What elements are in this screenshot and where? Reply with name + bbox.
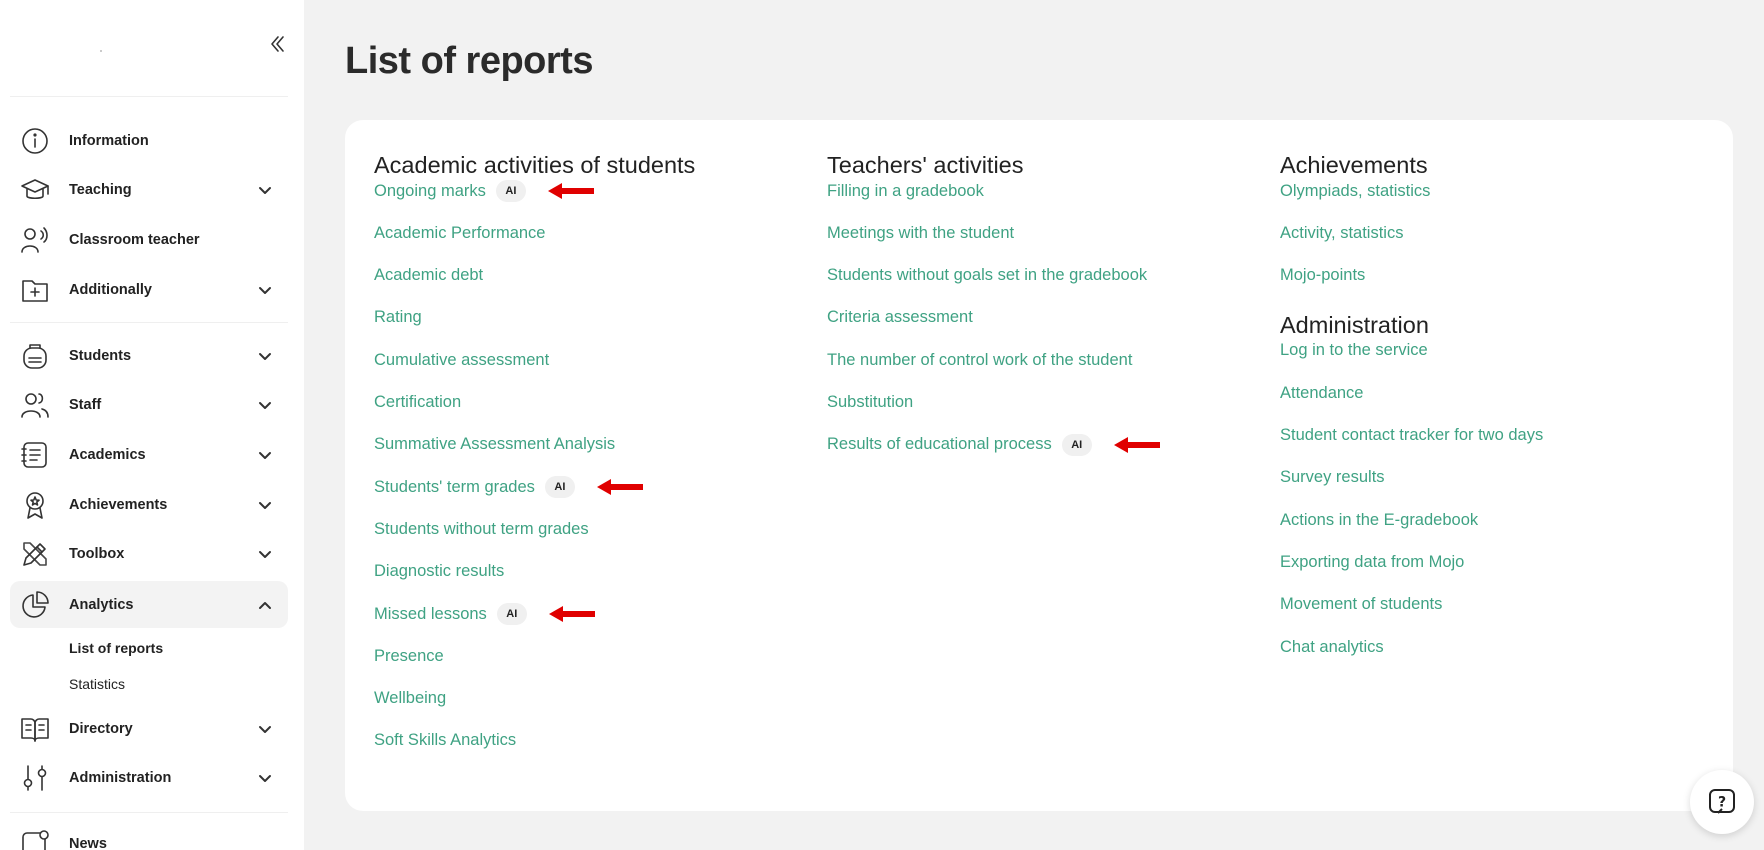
sidebar-item-label: Classroom teacher: [69, 231, 200, 248]
report-link[interactable]: [374, 730, 516, 752]
red-arrow-icon: [548, 183, 594, 199]
report-link-label: Actions in the E-gradebook: [1280, 510, 1479, 529]
sidebar-item-label: Analytics: [69, 596, 134, 613]
report-link[interactable]: [374, 180, 594, 202]
sidebar-item-students[interactable]: [10, 332, 288, 379]
report-link[interactable]: [1280, 467, 1385, 489]
sidebar-item-additionally[interactable]: [10, 266, 288, 313]
ai-badge: AI: [497, 603, 527, 625]
chevron-down-icon: [256, 769, 274, 787]
sidebar-item-toolbox[interactable]: [10, 530, 288, 577]
report-link-label: Results of educational process: [827, 435, 1052, 454]
sidebar-item-label: Achievements: [69, 496, 168, 513]
sidebar-item-academics[interactable]: [10, 431, 288, 478]
section-title: Administration: [1280, 311, 1429, 338]
report-link[interactable]: [1280, 594, 1442, 616]
report-link[interactable]: [827, 392, 913, 414]
report-link[interactable]: [1280, 222, 1403, 244]
report-link-label: Certification: [374, 393, 462, 411]
sliders-icon: [20, 763, 50, 793]
report-link[interactable]: [374, 307, 422, 329]
logo: [100, 50, 102, 52]
report-link-label: Diagnostic results: [374, 562, 505, 581]
sidebar-item-staff[interactable]: [10, 381, 288, 428]
sidebar-item-administration[interactable]: [10, 754, 288, 801]
folder-plus-icon: [20, 275, 50, 305]
sidebar-item-label: Information: [69, 132, 149, 149]
notebook-icon: [20, 440, 50, 470]
report-link[interactable]: [827, 180, 984, 202]
graduation-cap-icon: [20, 175, 50, 205]
ai-badge: AI: [1062, 434, 1092, 456]
svg-text:?: ?: [1717, 794, 1727, 811]
report-link-label: Log in to the service: [1280, 341, 1428, 360]
sidebar-item-directory[interactable]: [10, 705, 288, 752]
sidebar-item-teaching[interactable]: [10, 166, 288, 213]
report-link-label: Criteria assessment: [827, 308, 973, 327]
report-link-label: Students without term grades: [374, 519, 589, 538]
report-link[interactable]: [1280, 382, 1363, 404]
report-link-label: Cumulative assessment: [374, 350, 550, 369]
section-title: Academic activities of students: [374, 152, 696, 178]
sidebar-item-label: Directory: [69, 720, 133, 737]
sidebar: [0, 0, 304, 850]
help-icon: [1707, 787, 1737, 817]
chevron-down-icon: [256, 720, 274, 738]
report-link-label: Filling in a gradebook: [827, 181, 984, 200]
report-link[interactable]: [374, 518, 589, 540]
report-link[interactable]: [374, 688, 446, 710]
ai-badge: AI: [545, 476, 575, 498]
section-title: Teachers' activities: [827, 152, 1024, 178]
sidebar-item-label: News: [69, 835, 107, 850]
reports-card: [345, 120, 1733, 811]
sidebar-item-label: Students: [69, 347, 132, 364]
report-link[interactable]: [827, 307, 973, 329]
report-link-label: Students without goals set in the gradebook: [827, 266, 1148, 285]
pie-chart-icon: [20, 590, 50, 620]
chevron-down-icon: [256, 396, 274, 414]
report-link-label: Movement of students: [1280, 595, 1443, 614]
section-title: Achievements: [1280, 152, 1428, 178]
red-arrow-icon: [549, 606, 595, 622]
sidebar-item-classroom-teacher[interactable]: [10, 216, 288, 263]
help-button[interactable]: [1690, 770, 1754, 834]
report-link[interactable]: [1280, 340, 1428, 362]
news-icon: [20, 829, 50, 850]
report-link[interactable]: [374, 392, 461, 414]
collapse-sidebar-icon[interactable]: [266, 32, 290, 56]
report-link-label: Olympiads, statistics: [1280, 181, 1431, 200]
sidebar-item-information[interactable]: [10, 117, 288, 164]
sidebar-item-achievements[interactable]: [10, 481, 288, 528]
report-link-label: Exporting data from Mojo: [1280, 552, 1465, 571]
sidebar-item-label: Toolbox: [69, 545, 125, 562]
report-link[interactable]: [374, 349, 549, 371]
report-link[interactable]: [827, 349, 1132, 371]
medal-icon: [20, 490, 50, 520]
report-link[interactable]: [374, 476, 643, 498]
report-link-label: Meetings with the student: [827, 223, 1015, 242]
report-link[interactable]: [374, 434, 615, 456]
report-link-label: The number of control work of the student: [827, 350, 1133, 369]
people-icon: [20, 390, 50, 420]
report-link[interactable]: [374, 222, 546, 244]
report-link[interactable]: [827, 265, 1147, 287]
report-link-label: Wellbeing: [374, 689, 447, 708]
report-link-label: Students' term grades: [374, 477, 535, 496]
sidebar-item-label: Teaching: [69, 181, 132, 198]
sidebar-item-news[interactable]: [10, 820, 288, 850]
sidebar-item-analytics[interactable]: [10, 581, 288, 628]
sidebar-divider: [10, 322, 288, 323]
sidebar-subitem-statistics[interactable]: Statistics: [69, 676, 126, 692]
report-link-label: Rating: [374, 308, 422, 327]
report-link[interactable]: [1280, 265, 1365, 287]
red-arrow-icon: [1114, 437, 1160, 453]
sidebar-item-label: Staff: [69, 396, 102, 413]
pencil-ruler-icon: [20, 539, 50, 569]
report-link-label: Missed lessons: [374, 604, 487, 623]
chevron-down-icon: [256, 181, 274, 199]
report-link-label: Summative Assessment Analysis: [374, 435, 616, 454]
ai-badge: AI: [496, 180, 526, 202]
report-link[interactable]: [374, 645, 444, 667]
red-arrow-icon: [597, 479, 643, 495]
sidebar-item-label: Additionally: [69, 281, 152, 298]
report-link-label: Chat analytics: [1280, 637, 1384, 656]
teacher-icon: [20, 225, 50, 255]
report-link[interactable]: [1280, 180, 1430, 202]
chevron-up-icon: [256, 596, 274, 614]
sidebar-item-label: Administration: [69, 769, 172, 786]
report-link-label: Substitution: [827, 393, 914, 411]
report-link-label: Presence: [374, 646, 444, 665]
report-link-label: Attendance: [1280, 383, 1364, 402]
sidebar-item-label: Academics: [69, 446, 146, 463]
book-open-icon: [20, 714, 50, 744]
report-link[interactable]: [374, 603, 595, 625]
report-link-label: Survey results: [1280, 468, 1385, 487]
report-link[interactable]: [1280, 425, 1543, 447]
report-link[interactable]: [374, 561, 504, 583]
report-link[interactable]: [827, 222, 1014, 244]
report-link-label: Activity, statistics: [1280, 223, 1404, 242]
report-link[interactable]: [1280, 551, 1464, 573]
chevron-down-icon: [256, 347, 274, 365]
info-icon: [20, 126, 50, 156]
page-title: List of reports: [345, 40, 593, 82]
sidebar-divider: [10, 96, 288, 97]
report-link-label: Mojo-points: [1280, 266, 1366, 285]
report-link[interactable]: [1280, 509, 1478, 531]
report-link-label: Academic Performance: [374, 223, 546, 242]
chevron-down-icon: [256, 496, 274, 514]
sidebar-divider: [10, 812, 288, 813]
report-link-label: Academic debt: [374, 266, 484, 285]
report-link[interactable]: [374, 265, 483, 287]
report-link-label: Soft Skills Analytics: [374, 731, 517, 750]
report-link[interactable]: [827, 434, 1160, 456]
backpack-icon: [20, 341, 50, 371]
report-link-label: Ongoing marks: [374, 181, 486, 200]
chevron-down-icon: [256, 446, 274, 464]
chevron-down-icon: [256, 281, 274, 299]
sidebar-subitem-list-of-reports[interactable]: List of reports: [69, 640, 164, 656]
report-link[interactable]: [1280, 636, 1384, 658]
report-link-label: Student contact tracker for two days: [1280, 426, 1544, 444]
chevron-down-icon: [256, 545, 274, 563]
